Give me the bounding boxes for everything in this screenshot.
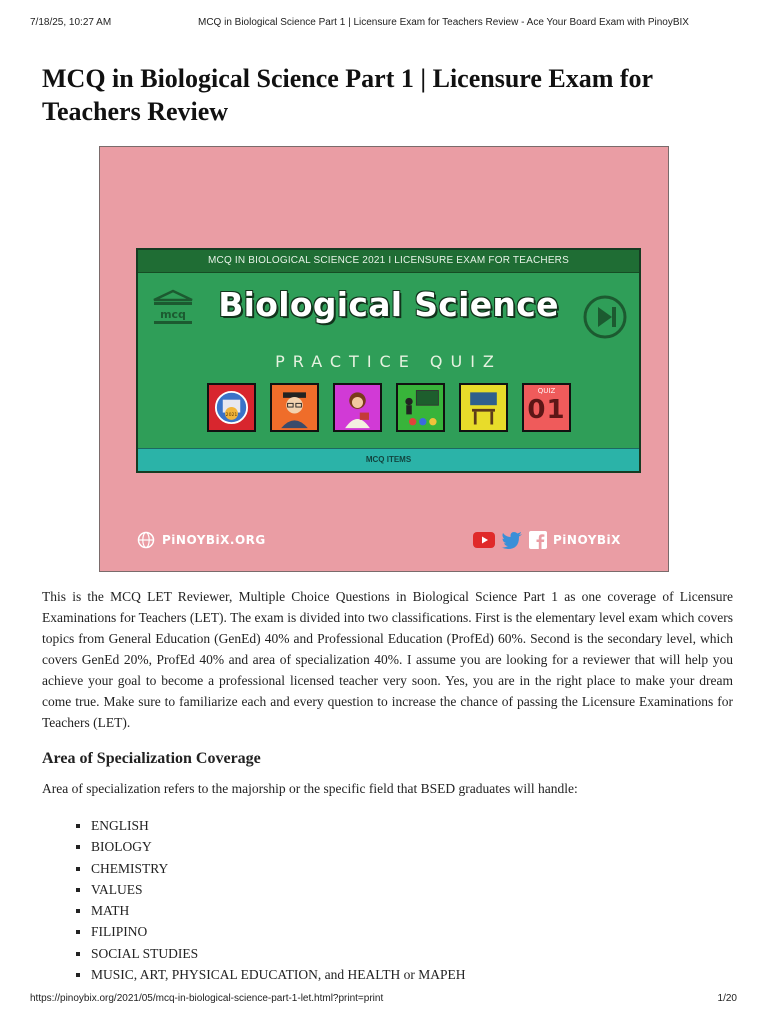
quiz-label: QUIZ xyxy=(537,387,556,395)
print-page-title: MCQ in Biological Science Part 1 | Licensure Exam for Teachers Review - Ace Your Board Exam with PinoyBIX xyxy=(198,17,689,28)
print-datetime: 7/18/25, 10:27 AM xyxy=(30,17,112,28)
quiz-number: 01 xyxy=(527,395,566,425)
list-item: SOCIAL STUDIES xyxy=(76,943,465,964)
quiz-number-tile xyxy=(522,383,571,432)
specialization-list xyxy=(76,815,465,985)
section-intro: Area of specialization refers to the majorship or the specific field that BSED graduates will handle: xyxy=(42,781,578,796)
banner-social xyxy=(473,529,621,551)
list-item: VALUES xyxy=(76,879,465,900)
banner-site-label xyxy=(137,531,266,549)
section-heading: Area of Specialization Coverage xyxy=(42,750,261,767)
exam-badge-tile xyxy=(207,383,256,432)
banner-top-bar: MCQ IN BIOLOGICAL SCIENCE 2021 I LICENSURE EXAM FOR TEACHERS xyxy=(138,250,639,273)
list-item: ENGLISH xyxy=(76,815,465,836)
skip-forward-icon xyxy=(582,294,628,340)
banner-panel xyxy=(136,248,641,473)
list-item: FILIPINO xyxy=(76,921,465,942)
banner-title: Biological Science xyxy=(218,285,559,324)
list-item: CHEMISTRY xyxy=(76,858,465,879)
tile-2021-label: 2021 xyxy=(225,412,238,418)
banner-subtitle: PRACTICE QUIZ xyxy=(275,352,502,371)
mcq-logo-text: mcq xyxy=(160,308,186,321)
banner-bottom-bar: MCQ ITEMS xyxy=(138,448,639,471)
twitter-icon xyxy=(501,531,523,549)
banner-site-text: PiNOYBiX.ORG xyxy=(162,533,266,547)
facebook-icon xyxy=(529,531,547,549)
list-item: BIOLOGY xyxy=(76,836,465,857)
globe-icon xyxy=(137,531,155,549)
desk-tile xyxy=(459,383,508,432)
banner-tiles xyxy=(207,383,577,437)
article-title: MCQ in Biological Science Part 1 | Licensure Exam for Teachers Review xyxy=(42,64,653,126)
teacher-woman-tile xyxy=(333,383,382,432)
article-intro-paragraph: This is the MCQ LET Reviewer, Multiple Choice Questions in Biological Science Part 1 as one coverage of Licensure Examinations for Teachers (LET). The exam is divided into two classifications. First is the elementary level exam which covers topics from General Education (GenEd) 40% and Professional Education (ProfEd) 60%. Second is the secondary level, which covers GenEd 20%, ProfEd 40% and area of specialization 40%. I assume you are looking for a reviewer that will help you achieve your goal to become a professional licensed teacher very soon. Yes, you are in the right place to make your dream come true. Make sure to familiarize each and every question to increase the chance of passing the Licensure Examinations for Teachers (LET). xyxy=(42,589,733,730)
list-item: MATH xyxy=(76,900,465,921)
list-item: MUSIC, ART, PHYSICAL EDUCATION, and HEALTH or MAPEH xyxy=(76,964,465,985)
youtube-icon xyxy=(473,532,495,548)
banner-brand-text: PiNOYBiX xyxy=(553,533,621,547)
page-number: 1/20 xyxy=(717,993,737,1004)
classroom-tile xyxy=(396,383,445,432)
print-url: https://pinoybix.org/2021/05/mcq-in-biological-science-part-1-let.html?print=print xyxy=(30,993,384,1004)
graduate-teacher-tile xyxy=(270,383,319,432)
